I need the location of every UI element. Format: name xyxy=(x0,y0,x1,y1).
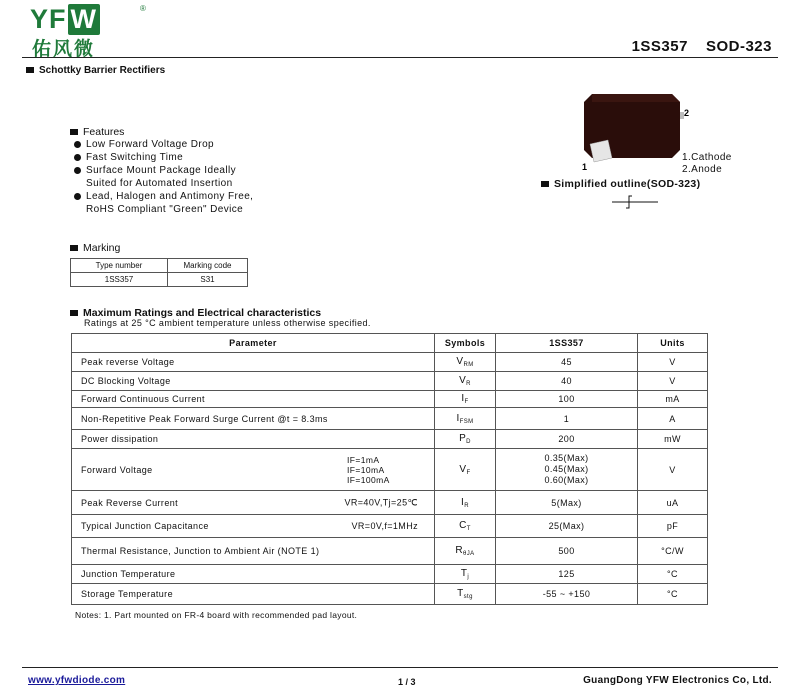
table-row xyxy=(72,372,708,391)
parameter-cell xyxy=(72,515,435,538)
feature-item xyxy=(74,151,253,164)
logo-chinese-name: 佑风微 xyxy=(32,38,96,60)
unit-cell: pF xyxy=(638,515,708,538)
marking-header-type: Type number xyxy=(71,259,168,273)
symbol-letter: I xyxy=(456,412,460,424)
parameter-cell xyxy=(72,408,435,430)
feature-item xyxy=(74,138,253,151)
symbol-subscript: T xyxy=(466,526,471,532)
bullet-dot-icon xyxy=(74,141,81,148)
value-cell: 100 xyxy=(496,391,638,408)
value-cell: 45 xyxy=(496,353,638,372)
unit-cell: mA xyxy=(638,391,708,408)
test-condition: VR=0V,f=1MHz xyxy=(351,521,418,531)
pin-1-description: 1.Cathode xyxy=(682,152,732,163)
symbol-cell xyxy=(435,565,496,584)
unit-cell: °C xyxy=(638,584,708,605)
parameter-name: Peak Reverse Current xyxy=(81,497,179,508)
bullet-dot-icon xyxy=(74,167,81,174)
table-row xyxy=(71,273,248,287)
feature-item xyxy=(74,177,253,190)
feature-item xyxy=(74,203,253,216)
parameter-cell xyxy=(72,353,435,372)
marking-header-code: Marking code xyxy=(168,259,248,273)
parameter-cell xyxy=(72,391,435,408)
company-name: GuangDong YFW Electronics Co, Ltd. xyxy=(583,675,772,686)
page-number: 1 / 3 xyxy=(398,677,416,687)
table-row xyxy=(72,449,708,491)
feature-text: Fast Switching Time xyxy=(86,152,184,163)
product-type-label: Schottky Barrier Rectifiers xyxy=(39,65,166,76)
marking-table xyxy=(70,258,248,287)
value-cell: 125 xyxy=(496,565,638,584)
value-cell: 500 xyxy=(496,538,638,565)
pin-1-lead xyxy=(590,140,612,162)
symbol-cell xyxy=(435,515,496,538)
test-condition: IF=10mA xyxy=(347,464,385,475)
parameter-name: Peak reverse Voltage xyxy=(81,357,175,367)
value-cell: 1 xyxy=(496,408,638,430)
notes: Notes: 1. Part mounted on FR-4 board with recommended pad layout. xyxy=(75,610,358,620)
value-cell: 5(Max) xyxy=(496,491,638,515)
table-row xyxy=(72,353,708,372)
pin-2-description: 2.Anode xyxy=(682,164,723,175)
logo-wordmark: YF W xyxy=(30,4,100,35)
symbol-letter: V xyxy=(459,463,467,475)
header-part: 1SS357 xyxy=(496,334,638,353)
table-row xyxy=(72,538,708,565)
table-row xyxy=(72,565,708,584)
footer-divider xyxy=(22,667,778,668)
unit-cell: °C xyxy=(638,565,708,584)
marking-type-cell: 1SS357 xyxy=(71,273,168,287)
test-condition: IF=1mA xyxy=(347,454,380,465)
symbol-subscript: stg xyxy=(463,594,473,600)
value-line: 0.45(Max) xyxy=(544,464,589,474)
unit-cell: °C/W xyxy=(638,538,708,565)
features-list xyxy=(74,138,253,216)
square-bullet-icon xyxy=(541,181,549,187)
pin-1-number: 1 xyxy=(582,162,588,172)
parameter-cell xyxy=(72,430,435,449)
square-bullet-icon xyxy=(70,129,78,135)
value-cell: 200 xyxy=(496,430,638,449)
document-title xyxy=(614,38,772,55)
feature-item xyxy=(74,164,253,177)
parameter-name: Typical Junction Capacitance xyxy=(81,521,209,531)
value-cell: -55 ~ +150 xyxy=(496,584,638,605)
symbol-cell xyxy=(435,449,496,491)
symbol-cell xyxy=(435,584,496,605)
registered-mark: ® xyxy=(140,4,146,13)
diode-symbol-icon xyxy=(610,192,660,212)
header-units: Units xyxy=(638,334,708,353)
marking-code-cell: S31 xyxy=(168,273,248,287)
symbol-subscript: D xyxy=(466,439,471,445)
parameter-name: DC Blocking Voltage xyxy=(81,376,171,386)
marking-title: Marking xyxy=(83,242,121,254)
table-row xyxy=(72,515,708,538)
test-condition: VR=40V,Tj=25℃ xyxy=(344,497,418,507)
symbol-letter: I xyxy=(461,393,465,404)
feature-text: Surface Mount Package Ideally xyxy=(86,165,237,176)
symbol-letter: C xyxy=(459,520,467,531)
symbol-cell xyxy=(435,353,496,372)
symbol-letter: T xyxy=(460,568,468,579)
symbol-cell xyxy=(435,491,496,515)
ratings-title: Maximum Ratings and Electrical characteristics xyxy=(83,307,322,319)
symbol-subscript: R xyxy=(466,381,471,387)
pin-descriptions xyxy=(682,152,732,176)
package-name: SOD-323 xyxy=(705,38,772,55)
symbol-subscript: RM xyxy=(463,362,474,368)
parameter-name: Non-Repetitive Peak Forward Surge Current @t = 8.3ms xyxy=(81,413,328,424)
table-row xyxy=(72,491,708,515)
value-cell: 25(Max) xyxy=(496,515,638,538)
symbol-letter: R xyxy=(455,545,464,556)
feature-text: Lead, Halogen and Antimony Free, xyxy=(86,191,254,202)
symbol-cell xyxy=(435,538,496,565)
bullet-dot-icon xyxy=(74,193,81,200)
company-logo xyxy=(30,4,160,60)
symbol-cell xyxy=(435,372,496,391)
marking-header-row xyxy=(71,259,248,273)
symbol-subscript: R xyxy=(464,502,469,509)
parameter-cell xyxy=(72,565,435,584)
ratings-table xyxy=(71,333,708,605)
symbol-letter: T xyxy=(457,588,464,599)
test-conditions xyxy=(347,455,390,485)
parameter-cell xyxy=(72,538,435,565)
square-bullet-icon xyxy=(26,67,34,73)
symbol-cell xyxy=(435,408,496,430)
parameter-cell xyxy=(72,372,435,391)
website-link[interactable]: www.yfwdiode.com xyxy=(28,675,126,686)
table-row xyxy=(72,408,708,430)
part-number: 1SS357 xyxy=(631,38,688,55)
feature-text: RoHS Compliant "Green" Device xyxy=(86,204,244,215)
unit-cell: V xyxy=(638,372,708,391)
ratings-subtitle: Ratings at 25 °C ambient temperature unless otherwise specified. xyxy=(84,318,371,328)
feature-text: Suited for Automated Insertion xyxy=(86,178,233,189)
unit-cell: V xyxy=(638,449,708,491)
pin-2-number: 2 xyxy=(684,108,690,118)
symbol-cell xyxy=(435,391,496,408)
ratings-header-row xyxy=(72,334,708,353)
symbol-subscript: θJA xyxy=(463,551,475,557)
parameter-name: Thermal Resistance, Junction to Ambient Air (NOTE 1) xyxy=(81,546,320,556)
product-type-heading xyxy=(26,65,165,76)
square-bullet-icon xyxy=(70,310,78,316)
parameter-cell xyxy=(72,491,435,515)
test-condition: IF=100mA xyxy=(347,474,390,485)
features-title: Features xyxy=(83,126,125,138)
symbol-subscript: j xyxy=(467,574,470,580)
symbol-subscript: FSM xyxy=(459,418,474,425)
parameter-cell xyxy=(72,449,435,491)
sod323-package-image xyxy=(580,88,690,174)
square-bullet-icon xyxy=(70,245,78,251)
feature-item xyxy=(74,190,253,203)
package-top-edge xyxy=(592,94,680,102)
value-cell xyxy=(496,449,638,491)
feature-text: Low Forward Voltage Drop xyxy=(86,139,214,150)
symbol-letter: V xyxy=(456,356,464,367)
parameter-name: Junction Temperature xyxy=(81,569,176,579)
parameter-name: Forward Voltage xyxy=(81,464,153,475)
symbol-subscript: F xyxy=(466,469,471,476)
symbol-subscript: F xyxy=(464,399,469,405)
unit-cell: A xyxy=(638,408,708,430)
header-divider xyxy=(22,57,778,58)
unit-cell: uA xyxy=(638,491,708,515)
outline-caption-text: Simplified outline(SOD-323) xyxy=(554,178,701,190)
bullet-dot-icon xyxy=(74,154,81,161)
outline-caption xyxy=(541,178,700,190)
parameter-name: Forward Continuous Current xyxy=(81,394,205,404)
features-heading xyxy=(70,126,124,138)
table-row xyxy=(72,391,708,408)
marking-heading xyxy=(70,242,120,254)
unit-cell: V xyxy=(638,353,708,372)
parameter-name: Storage Temperature xyxy=(81,589,173,599)
symbol-letter: V xyxy=(459,375,467,386)
header-parameter: Parameter xyxy=(72,334,435,353)
symbol-cell xyxy=(435,430,496,449)
value-cell: 40 xyxy=(496,372,638,391)
value-line: 0.60(Max) xyxy=(544,475,589,485)
value-line: 0.35(Max) xyxy=(544,453,589,463)
header-symbols: Symbols xyxy=(435,334,496,353)
symbol-letter: I xyxy=(461,496,465,508)
parameter-name: Power dissipation xyxy=(81,434,159,444)
symbol-letter: P xyxy=(459,433,467,444)
parameter-cell xyxy=(72,584,435,605)
table-row xyxy=(72,584,708,605)
table-row xyxy=(72,430,708,449)
unit-cell: mW xyxy=(638,430,708,449)
